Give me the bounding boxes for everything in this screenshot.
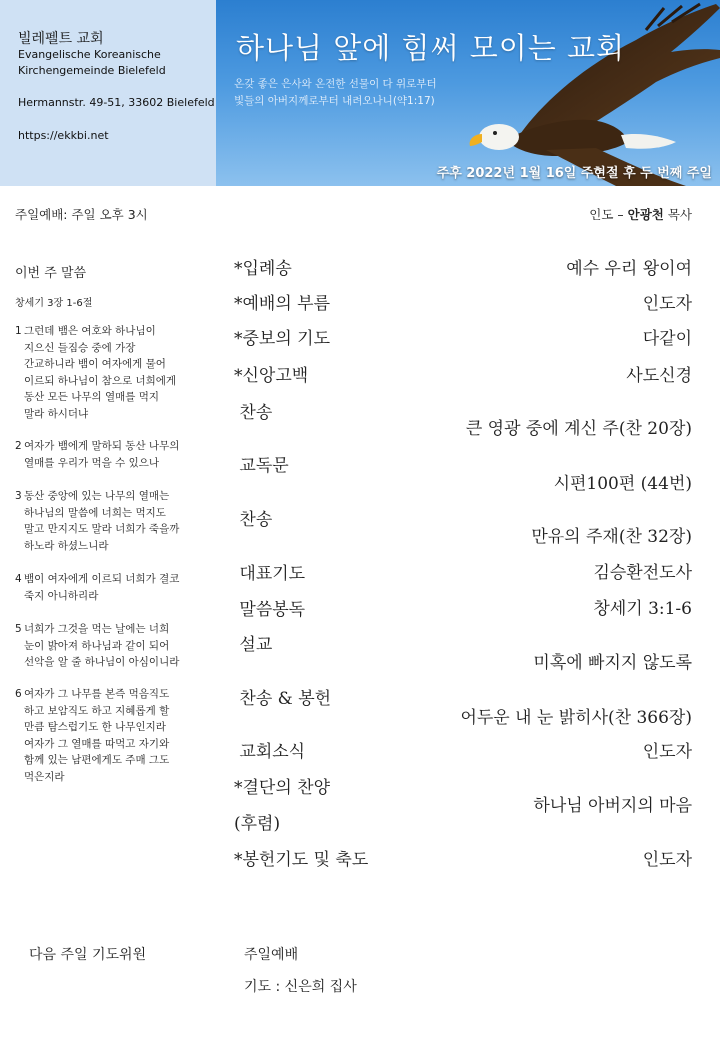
- verse-line: 하노라 하셨느니라: [24, 539, 109, 552]
- scripture-verse: [15, 621, 210, 671]
- verse-line: 열매를 우리가 먹을 수 있으나: [24, 456, 160, 469]
- order-item-name: *예배의 부름: [234, 294, 331, 314]
- order-item-name-continued: (후렴): [234, 814, 281, 834]
- verse-line: 동산 중앙에 있는 나무의 열매는: [24, 490, 170, 502]
- verse-line: 뱀이 여자에게 이르되 너희가 결코: [24, 573, 180, 585]
- church-address: Hermannstr. 49-51, 33602 Bielefeld: [18, 96, 215, 109]
- scripture-verse: [15, 438, 210, 471]
- verse-line: 먹은지라: [24, 770, 65, 783]
- scripture-verse: [15, 686, 210, 785]
- verse-line: 눈이 밝아져 하나님과 같이 되어: [24, 639, 170, 652]
- verse-number: 4: [15, 573, 22, 585]
- verse-number: 2: [15, 440, 22, 452]
- leader-name: 안광천: [627, 207, 664, 222]
- order-item-name: 찬송: [234, 510, 273, 530]
- verse-line: 선악을 알 줄 하나님이 아심이니라: [24, 656, 180, 668]
- order-item-name: *중보의 기도: [234, 329, 331, 349]
- order-item-name: 대표기도: [234, 564, 306, 584]
- scripture-verse: [15, 571, 210, 604]
- scripture-section-title: 이번 주 말씀: [15, 266, 87, 281]
- next-week-prayer-label: 다음 주일 기도위원: [29, 947, 147, 963]
- order-item-name: 교독문: [234, 456, 289, 476]
- church-url[interactable]: https://ekkbi.net: [18, 129, 109, 142]
- order-item-value: 어두운 내 눈 밝히사(찬 366장): [460, 708, 692, 728]
- verse-text: [24, 438, 204, 471]
- verse-line: 하고 보암직도 하고 지혜롭게 할: [24, 704, 170, 717]
- order-item-value: 시편100편 (44번): [553, 474, 692, 494]
- banner-verse-line-1: 온갖 좋은 은사와 온전한 선물이 다 위로부터: [234, 78, 437, 90]
- order-item-name: *신앙고백: [234, 366, 309, 386]
- leader-prefix: 인도 –: [589, 207, 628, 222]
- order-item-name: 찬송 & 봉헌: [234, 689, 332, 709]
- order-item-value: 큰 영광 중에 계신 주(찬 20장): [465, 419, 692, 439]
- verse-text: [24, 621, 204, 671]
- banner: [216, 0, 720, 186]
- banner-title: 하나님 앞에 힘써 모이는 교회: [236, 31, 626, 65]
- order-item-value: 예수 우리 왕이여: [566, 259, 692, 279]
- verse-line: 말라 하시더냐: [24, 407, 89, 420]
- service-leader: [589, 205, 692, 223]
- order-item-name: 찬송: [234, 403, 273, 423]
- church-info-panel: [0, 0, 216, 186]
- verse-line: 지으신 들짐승 중에 가장: [24, 341, 136, 354]
- verse-text: [24, 323, 204, 422]
- verse-text: [24, 686, 204, 785]
- order-item-value: 인도자: [642, 850, 692, 870]
- order-item-value: 인도자: [642, 294, 692, 314]
- verse-number: 6: [15, 688, 22, 700]
- verse-line: 말고 만지지도 말라 너희가 죽을까: [24, 523, 180, 535]
- order-item-name: *입례송: [234, 259, 292, 279]
- verse-line: 만큼 탐스럽기도 한 나무인지라: [24, 721, 166, 733]
- order-item-value: 사도신경: [626, 366, 692, 386]
- church-name-german-1: Evangelische Koreanische: [18, 48, 161, 61]
- banner-verse-line-2: 빛들의 아버지께로부터 내려오나니(약1:17): [234, 95, 435, 107]
- order-item-name: 설교: [234, 635, 273, 655]
- order-item-value: 하나님 아버지의 마음: [533, 796, 692, 816]
- scripture-reference: 창세기 3장 1-6절: [15, 298, 93, 309]
- order-item-value: 인도자: [642, 742, 692, 762]
- verse-line: 여자가 그 열매를 따먹고 자기와: [24, 737, 170, 750]
- verse-text: [24, 488, 204, 554]
- verse-line: 여자가 뱀에게 말하되 동산 나무의: [24, 440, 180, 452]
- verse-line: 그런데 뱀은 여호와 하나님이: [24, 325, 156, 337]
- verse-line: 하나님의 말씀에 너희는 먹지도: [24, 506, 166, 519]
- verse-line: 너희가 그것을 먹는 날에는 너희: [24, 623, 170, 635]
- service-time: 주일예배: 주일 오후 3시: [15, 207, 148, 222]
- verse-line: 간교하니라 뱀이 여자에게 물어: [24, 358, 166, 370]
- church-name-german-2: Kirchengemeinde Bielefeld: [18, 64, 166, 77]
- order-item-name: 말씀봉독: [234, 600, 306, 620]
- scripture-verse: [15, 488, 210, 554]
- next-week-prayer: 기도 : 신은희 집사: [244, 979, 357, 995]
- order-item-name: *봉헌기도 및 축도: [234, 850, 369, 870]
- order-item-name: *결단의 찬양: [234, 778, 331, 798]
- order-item-value: 다같이: [642, 329, 692, 349]
- verse-line: 여자가 그 나무를 본즉 먹음직도: [24, 688, 170, 700]
- scripture-verse: [15, 323, 210, 422]
- verse-number: 1: [15, 325, 22, 337]
- service-date: 주후 2022년 1월 16일 주현절 후 두 번째 주일: [436, 166, 712, 181]
- next-week-service: 주일예배: [244, 947, 299, 963]
- verse-line: 죽지 아니하리라: [24, 589, 99, 602]
- order-item-value: 미혹에 빠지지 않도록: [533, 653, 692, 673]
- leader-suffix: 목사: [663, 207, 692, 222]
- order-item-name: 교회소식: [234, 742, 306, 762]
- order-item-value: 창세기 3:1-6: [593, 599, 692, 619]
- verse-text: [24, 571, 204, 604]
- church-name: 빌레펠트 교회: [18, 31, 104, 47]
- verse-line: 동산 모든 나무의 열매를 먹지: [24, 391, 160, 403]
- verse-line: 이르되 하나님이 참으로 너희에게: [24, 374, 177, 387]
- verse-number: 3: [15, 490, 22, 502]
- verse-number: 5: [15, 623, 22, 635]
- order-item-value: 김승환전도사: [593, 563, 692, 583]
- verse-line: 함께 있는 남편에게도 주매 그도: [24, 754, 170, 766]
- order-item-value: 만유의 주재(찬 32장): [531, 527, 692, 547]
